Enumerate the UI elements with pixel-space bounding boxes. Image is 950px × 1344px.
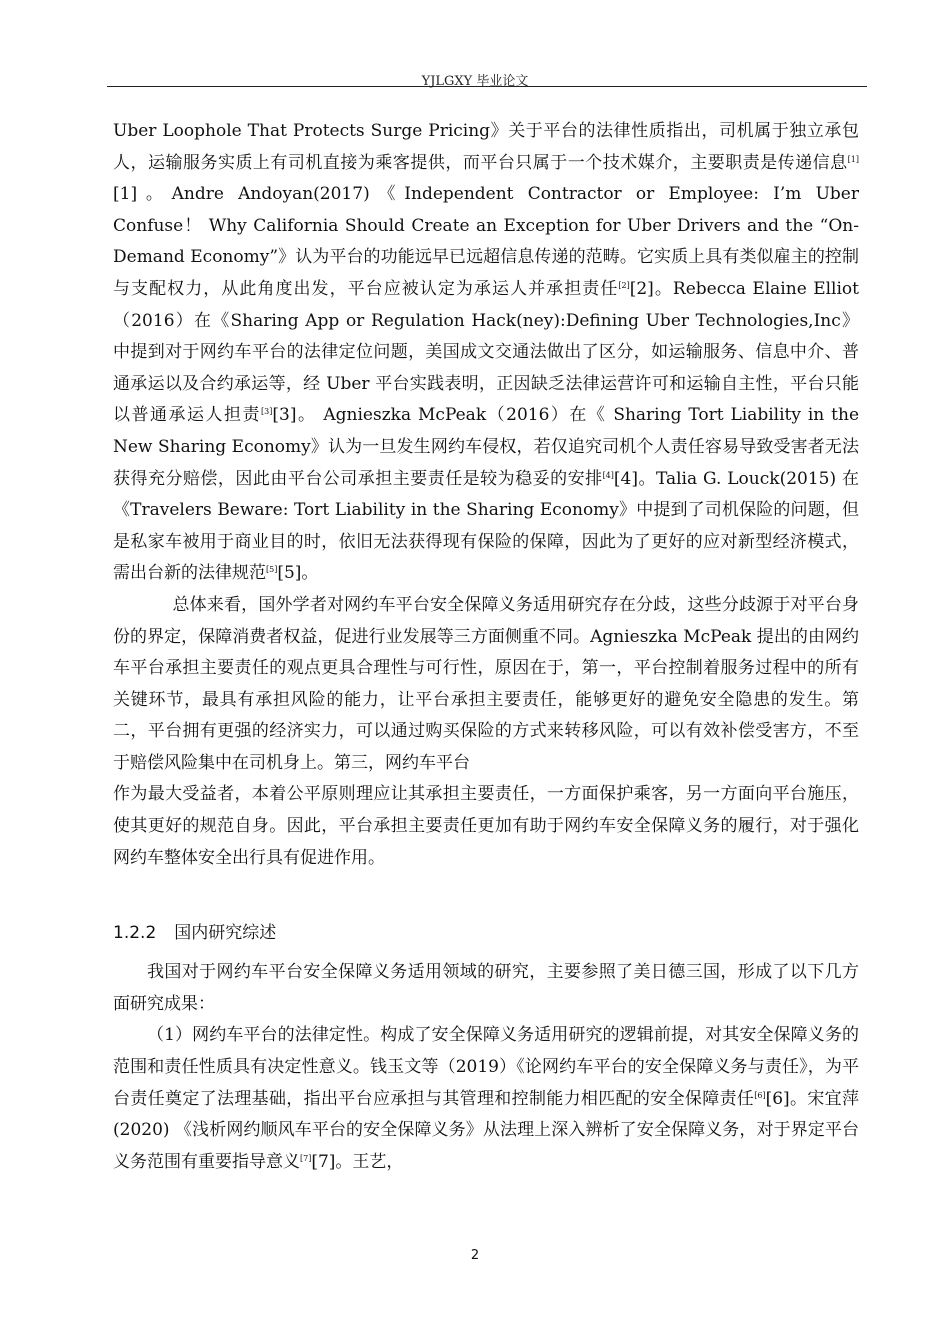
text-run: [1]。Andre Andoyan(2017)《Independent Contractor or Employee: I’m Uber Confuse！ Why California Should Create an Exception for Uber Drivers and the “On-Demand Economy”》认为平台的功能远早已远超信息传递的范畴。它实质上具有类似雇主的控制与支配权力，从此角度出发，平台应被认定为承运人并承担责任 — [113, 184, 859, 299]
citation-superscript: [1] — [847, 154, 859, 164]
text-run: [2]。Rebecca Elaine Elliot（2016）在《Sharing App or Regulation Hack(ney):Defining Uber Technologies,Inc》中提到对于网约车平台的法律定位问题，美国成文交通法做出了区分，如运输服务、信息中介、普通承运以及合约承运等，经 Uber 平台实践表明，正因缺乏法律运营许可和运输自主性，平台只能以普通承运人担责 — [113, 278, 859, 426]
section-title: 国内研究综述 — [174, 923, 277, 944]
page-header: YJLGXY 毕业论文 — [421, 74, 529, 89]
text-run: [5]。 — [277, 563, 319, 584]
text-run: Uber Loophole That Protects Surge Pricing》关于平台的法律性质指出，司机属于独立承包人，运输服务实质上有司机直接为乘客提供，而平台只属于一个技术媒介，主要职责是传递信息 — [113, 121, 859, 173]
paragraph-legal-nature — [113, 1020, 859, 1178]
citation-superscript: [4] — [602, 470, 614, 480]
page-number: 2 — [470, 1248, 480, 1263]
citation-superscript: [3] — [261, 407, 273, 417]
paragraph-domestic-intro: 我国对于网约车平台安全保障义务适用领域的研究，主要参照了美日德三国，形成了以下几方面研究成果： — [113, 962, 859, 1014]
section-number: 1.2.2 — [113, 923, 157, 944]
paragraph-summary: 总体来看，国外学者对网约车平台安全保障义务适用研究存在分歧，这些分歧源于对平台身份的界定，保障消费者权益，促进行业发展等三方面侧重不同。Agnieszka McPeak 提出的由网约车平台承担主要责任的观点更具合理性与可行性，原因在于，第一，平台控制着服务过程中的所有关键环节，最具有承担风险的能力，让平台承担主要责任，能够更好的避免安全隐患的发生。第二，平台拥有更强的经济实力，可以通过购买保险的方式来转移风险，可以有效补偿受害方，不至于赔偿风险集中在司机身上。第三，网约车平台 — [113, 594, 859, 773]
citation-superscript: [2] — [618, 280, 630, 290]
text-run: [7]。王艺， — [311, 1151, 404, 1172]
paragraph-summary-continued: 作为最大受益者，本着公平原则理应让其承担主要责任，一方面保护乘客，另一方面向平台施压，使其更好的规范自身。因此，平台承担主要责任更加有助于网约车安全保障义务的履行，对于强化网约车整体安全出行具有促进作用。 — [113, 784, 859, 868]
citation-superscript: [6] — [754, 1090, 766, 1100]
page-body — [113, 116, 859, 1178]
text-run: （1）网约车平台的法律定性。构成了安全保障义务适用研究的逻辑前提，对其安全保障义务的范围和责任性质具有决定性意义。钱玉文等（2019）《论网约车平台的安全保障义务与责任》，为平台责任奠定了法理基础，指出平台应承担与其管理和控制能力相匹配的安全保障责任 — [113, 1025, 859, 1109]
header-rule — [107, 86, 867, 87]
text-run: [3]。 Agnieszka McPeak（2016）在《 Sharing Tort Liability in the New Sharing Economy》认为一旦发生网约车侵权，若仅追究司机个人责任容易导致受害者无法获得充分赔偿，因此由平台公司承担主要责任是较为稳妥的安排 — [113, 405, 860, 489]
text-run: [4]。Talia G. Louck(2015) 在《Travelers Beware: Tort Liability in the Sharing Economy》中提到了司机保险的问题，但是私家车被用于商业目的时，依旧无法获得现有保险的保障，因此为了更好的应对新型经济模式，需出台新的法律规范 — [113, 468, 859, 584]
citation-superscript: [5] — [266, 565, 278, 575]
text-run: [6]。宋宜萍(2020) 《浅析网约顺风车平台的安全保障义务》从法理上深入辨析了安全保障义务，对于界定平台义务范围有重要指导意义 — [113, 1088, 859, 1172]
section-heading — [113, 918, 859, 943]
paragraph-foreign-review — [113, 116, 859, 590]
citation-superscript: [7] — [300, 1153, 312, 1163]
